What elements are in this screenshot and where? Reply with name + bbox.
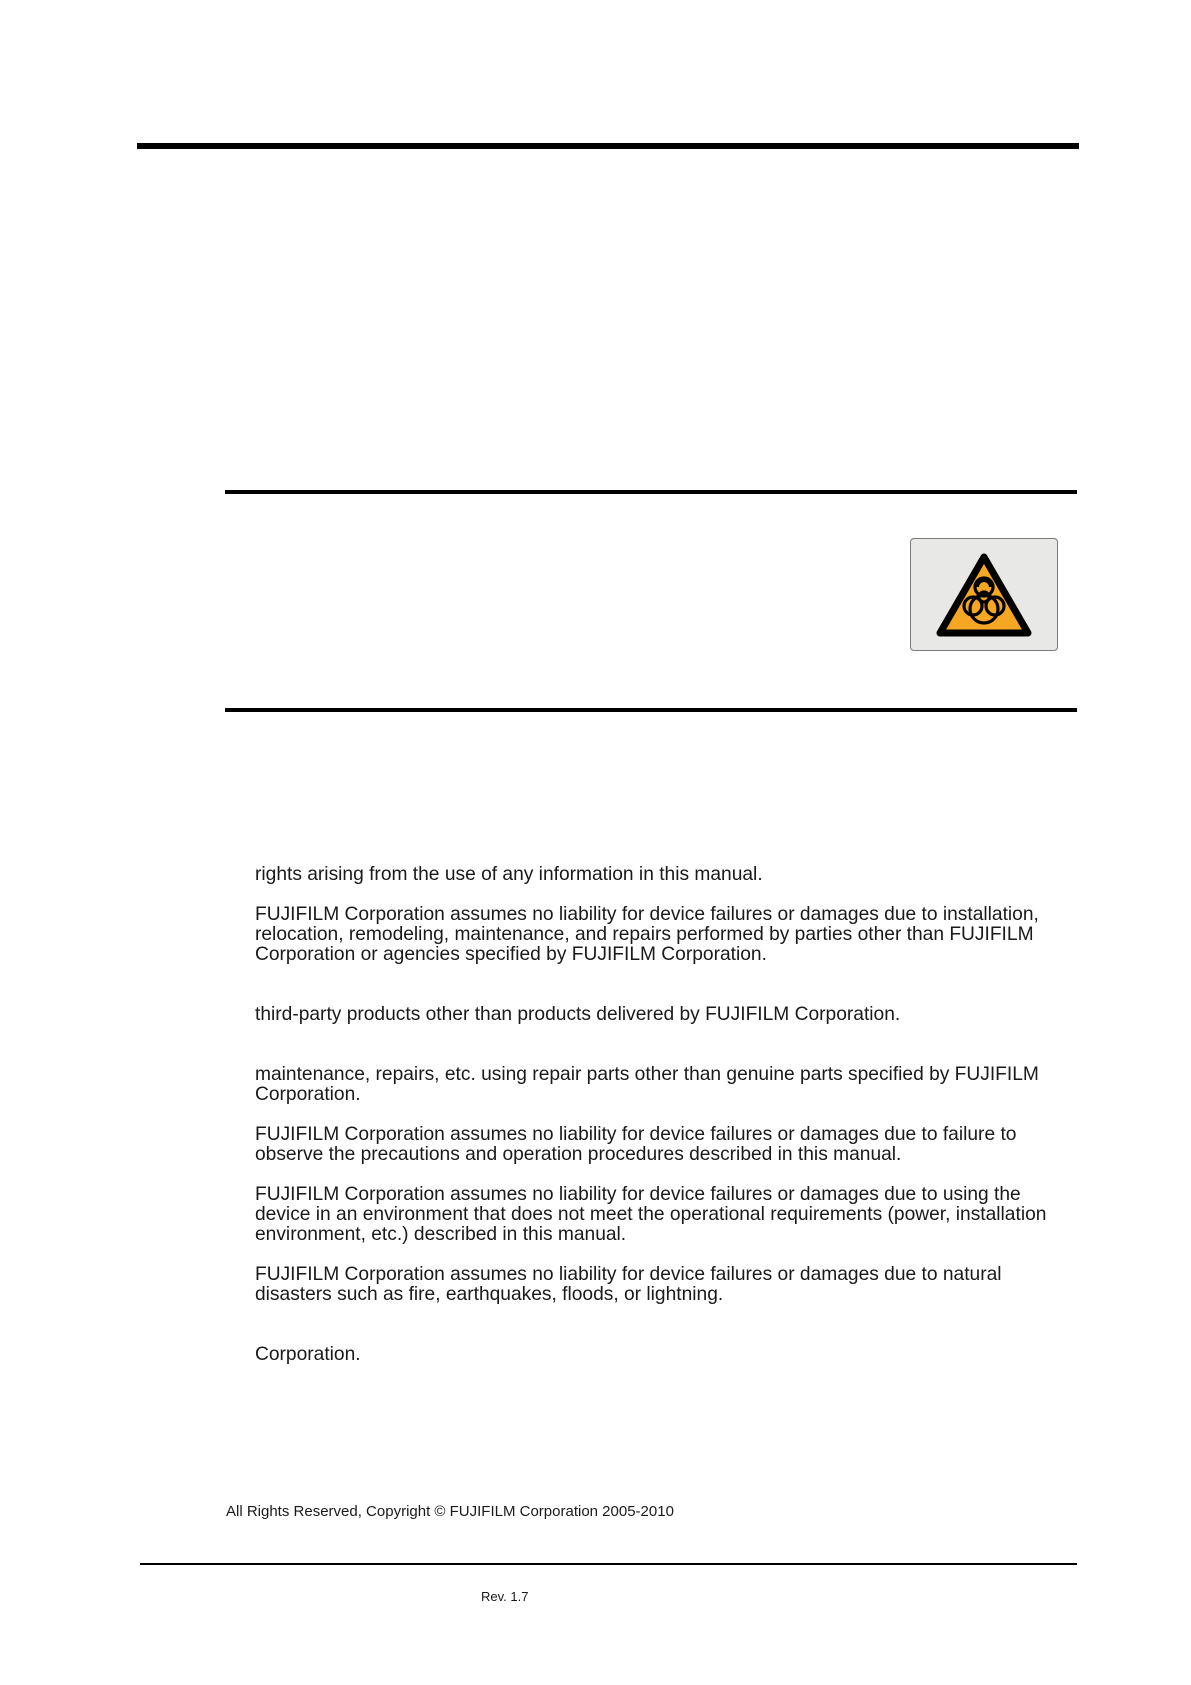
text-line: Corporation. [255, 1084, 361, 1105]
warning-box-bottom-rule [225, 708, 1077, 712]
disclaimer-paragraph-4 [255, 1065, 1085, 1105]
text-line: observe the precautions and operation procedures described in this manual. [255, 1144, 902, 1165]
disclaimer-paragraph-5 [255, 1125, 1085, 1165]
text-line: maintenance, repairs, etc. using repair parts other than genuine parts specified by FUJIFILM [255, 1064, 1039, 1085]
disclaimer-paragraph-1 [255, 865, 1085, 885]
copyright-notice: All Rights Reserved, Copyright © FUJIFILM Corporation 2005-2010 [226, 1503, 674, 1520]
text-line: FUJIFILM Corporation assumes no liability for device failures or damages due to using the [255, 1184, 1021, 1205]
disclaimer-paragraph-7 [255, 1265, 1085, 1305]
text-line: Corporation. [255, 1344, 361, 1365]
footer-rule [140, 1563, 1077, 1565]
text-line: FUJIFILM Corporation assumes no liability for device failures or damages due to natural [255, 1264, 1002, 1285]
text-line: rights arising from the use of any information in this manual. [255, 864, 763, 885]
biohazard-icon [936, 553, 1032, 637]
text-line: FUJIFILM Corporation assumes no liability for device failures or damages due to failure to [255, 1124, 1017, 1145]
text-line: device in an environment that does not meet the operational requirements (power, installation [255, 1204, 1047, 1225]
disclaimer-paragraph-2 [255, 905, 1085, 965]
revision-label: Rev. 1.7 [481, 1589, 529, 1604]
text-line: third-party products other than products delivered by FUJIFILM Corporation. [255, 1004, 901, 1025]
text-line: Corporation or agencies specified by FUJIFILM Corporation. [255, 944, 767, 965]
disclaimer-paragraph-6 [255, 1185, 1085, 1245]
text-line: FUJIFILM Corporation assumes no liability for device failures or damages due to installation, [255, 904, 1039, 925]
warning-box-top-rule [225, 490, 1077, 494]
text-line: relocation, remodeling, maintenance, and repairs performed by parties other than FUJIFILM [255, 924, 1034, 945]
text-line: disasters such as fire, earthquakes, floods, or lightning. [255, 1284, 724, 1305]
disclaimer-paragraph-8 [255, 1345, 1085, 1365]
text-line: environment, etc.) described in this manual. [255, 1224, 627, 1245]
disclaimer-paragraph-3 [255, 1005, 1085, 1025]
biohazard-warning-panel [910, 538, 1058, 651]
top-rule [137, 143, 1079, 149]
